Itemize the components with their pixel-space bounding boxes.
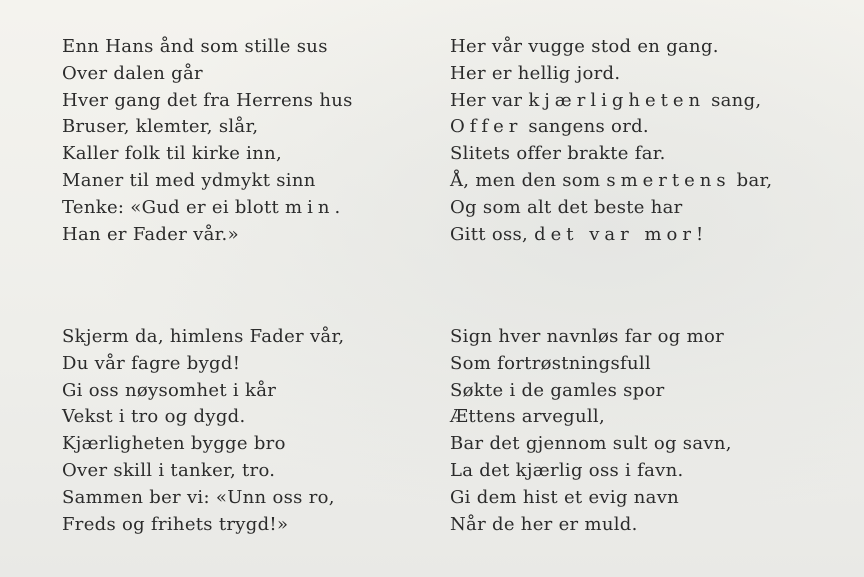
poem-line: Hver gang det fra Herrens hus xyxy=(62,89,353,111)
line-text: Gitt oss, xyxy=(450,223,535,245)
stanza-2 xyxy=(450,34,772,248)
poem-line: Bruser, klemter, slår, xyxy=(62,116,259,138)
poem-line: Her er hellig jord. xyxy=(450,62,621,84)
poem-line: Her vår vugge stod en gang. xyxy=(450,36,719,57)
stanza-3 xyxy=(62,324,344,538)
poem-line: Over dalen går xyxy=(62,62,203,84)
poem-line: Når de her er muld. xyxy=(450,513,638,535)
poem-line: Han er Fader vår.» xyxy=(62,223,239,245)
line-text: sangens ord. xyxy=(522,116,649,138)
poem-line: Bar det gjennom sult og savn, xyxy=(450,433,732,455)
poem-line xyxy=(450,168,772,195)
poem-line: Slitets offer brakte far. xyxy=(450,143,666,165)
poem-line xyxy=(62,195,353,222)
poem-line: Enn Hans ånd som stille sus xyxy=(62,36,328,57)
poem-line: Gi dem hist et evig navn xyxy=(450,486,680,508)
poem-line: Som fortrøstningsfull xyxy=(450,352,651,374)
spaced-emphasis: smertens xyxy=(606,169,731,191)
poem-line: Kaller folk til kirke inn, xyxy=(62,143,283,165)
line-text: Å, men den som xyxy=(450,169,607,191)
poem-line: Over skill i tanker, tro. xyxy=(62,459,276,481)
spaced-emphasis: det var mor! xyxy=(534,223,709,245)
line-text: . xyxy=(334,196,341,218)
line-text: Tenke: «Gud er ei blott xyxy=(62,196,286,218)
stanza-1 xyxy=(62,34,353,248)
poem-line xyxy=(450,114,772,141)
poem-line: Vekst i tro og dygd. xyxy=(62,406,246,428)
poem-line xyxy=(450,88,772,115)
poem-line: La det kjærlig oss i favn. xyxy=(450,459,684,481)
poem-line xyxy=(450,222,772,249)
spaced-emphasis: Offer xyxy=(450,116,523,138)
poem-line: Og som alt det beste har xyxy=(450,196,683,218)
poem-line: Maner til med ydmykt sinn xyxy=(62,169,316,191)
line-text: bar, xyxy=(730,169,773,191)
poem-line: Du vår fagre bygd! xyxy=(62,352,241,374)
poem-line: Sammen ber vi: «Unn oss ro, xyxy=(62,486,335,508)
poem-line: Kjærligheten bygge bro xyxy=(62,433,286,455)
spaced-emphasis: kjærligheten xyxy=(528,89,706,111)
line-text: sang, xyxy=(705,89,762,111)
poem-line: Sign hver navnløs far og mor xyxy=(450,326,725,347)
spaced-emphasis: min xyxy=(285,196,335,218)
poem-line: Skjerm da, himlens Fader vår, xyxy=(62,326,345,347)
poem-line: Søkte i de gamles spor xyxy=(450,379,665,401)
poem-line: Gi oss nøysomhet i kår xyxy=(62,379,277,401)
stanza-4 xyxy=(450,324,732,538)
line-text: Her var xyxy=(450,89,529,111)
poem-line: Freds og frihets trygd!» xyxy=(62,513,289,535)
poem-line: Ættens arvegull, xyxy=(450,406,605,428)
